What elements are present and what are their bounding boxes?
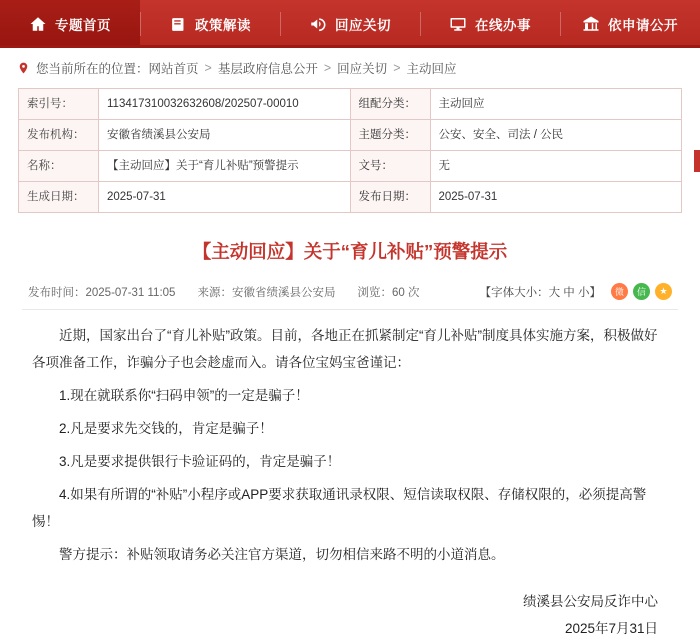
nav-item-online-service[interactable] <box>420 0 560 48</box>
breadcrumb-separator: > <box>393 61 401 75</box>
info-value: 【主动回应】关于“育儿补贴”预警提示 <box>99 151 351 182</box>
article-paragraph: 警方提示：补贴领取请务必关注官方渠道，切勿相信来路不明的小道消息。 <box>59 547 505 563</box>
info-label: 生成日期： <box>19 182 99 213</box>
share-weibo-icon[interactable]: 微 <box>611 283 628 300</box>
info-label: 名称： <box>19 151 99 182</box>
article-paragraph: 近期，国家出台了“育儿补贴”政策。目前，各地正在抓紧制定“育儿补贴”制度具体实施方案，积极做好各项准备工作，诈骗分子也会趁虚而入。请各位宝妈宝爸谨记： <box>32 328 658 371</box>
document-info-table <box>18 88 682 213</box>
info-value: 安徽省绩溪县公安局 <box>99 120 351 151</box>
megaphone-icon <box>309 15 327 33</box>
page-title: 【主动回应】关于“育儿补贴”预警提示 <box>192 241 508 263</box>
view-count: 浏览：60 次 <box>357 286 420 299</box>
article-signature <box>18 574 682 642</box>
breadcrumb-item-3[interactable]: 主动回应 <box>406 62 457 76</box>
home-icon <box>29 15 47 33</box>
article-paragraph: 4.如果有所谓的“补贴”小程序或APP要求获取通讯录权限、短信读取权限、存储权限的，必须提高警惕！ <box>32 487 647 530</box>
breadcrumb-item-1[interactable]: 基层政府信息公开 <box>217 62 318 76</box>
info-label: 主题分类： <box>350 120 430 151</box>
table-row <box>19 151 682 182</box>
breadcrumb-item-0[interactable]: 网站首页 <box>148 62 199 76</box>
share-buttons <box>611 283 672 300</box>
info-label: 发布日期： <box>350 182 430 213</box>
nav-item-label: 回应关切 <box>335 18 391 33</box>
publish-time: 发布时间：2025-07-31 11:05 <box>28 286 176 299</box>
table-row <box>19 182 682 213</box>
building-icon <box>582 15 600 33</box>
nav-item-home[interactable] <box>0 0 140 48</box>
info-label: 索引号： <box>19 89 99 120</box>
article-meta <box>22 283 678 310</box>
nav-item-policy-interpretation[interactable] <box>140 0 280 48</box>
info-value: 2025-07-31 <box>430 182 682 213</box>
table-row <box>19 89 682 120</box>
info-value: 113417310032632608/202507-00010 <box>99 89 351 120</box>
article-paragraph: 3.凡是要求提供银行卡验证码的，肯定是骗子！ <box>59 454 341 470</box>
font-size-small-button[interactable]: 小 <box>578 286 590 299</box>
breadcrumb-prefix: 您当前所在的位置： <box>36 62 149 76</box>
breadcrumb-separator: > <box>204 61 212 75</box>
nav-item-label: 专题首页 <box>55 18 111 33</box>
info-label: 文号： <box>350 151 430 182</box>
share-favorite-icon[interactable]: ★ <box>655 283 672 300</box>
table-row <box>19 120 682 151</box>
info-value: 无 <box>430 151 682 182</box>
decorative-edge-marker <box>694 150 700 172</box>
share-wechat-icon[interactable]: 信 <box>633 283 650 300</box>
book-icon <box>169 15 187 33</box>
nav-item-label: 政策解读 <box>195 18 251 33</box>
info-value: 2025-07-31 <box>99 182 351 213</box>
article-paragraph: 1.现在就联系你“扫码申领”的一定是骗子！ <box>59 388 309 404</box>
signature-org: 绩溪县公安局反诈中心 <box>523 594 658 610</box>
breadcrumb-item-2[interactable]: 回应关切 <box>337 62 388 76</box>
info-label: 发布机构： <box>19 120 99 151</box>
info-value: 主动回应 <box>430 89 682 120</box>
breadcrumb <box>0 48 700 88</box>
info-value: 公安、安全、司法 / 公民 <box>430 120 682 151</box>
monitor-icon <box>449 15 467 33</box>
font-size-label-close: 】 <box>589 286 601 299</box>
location-pin-icon <box>16 60 30 76</box>
article-body <box>18 316 682 568</box>
nav-item-label: 依申请公开 <box>608 18 678 33</box>
article-paragraph: 2.凡是要求先交钱的，肯定是骗子！ <box>59 421 273 437</box>
font-size-controls <box>480 284 601 300</box>
nav-item-open-on-request[interactable] <box>560 0 700 48</box>
article-card <box>18 88 682 642</box>
info-label: 组配分类： <box>350 89 430 120</box>
font-size-large-button[interactable]: 大 <box>548 286 561 299</box>
signature-date: 2025年7月31日 <box>564 621 658 637</box>
nav-item-response-concerns[interactable] <box>280 0 420 48</box>
article-source: 来源：安徽省绩溪县公安局 <box>197 286 336 299</box>
font-size-medium-button[interactable]: 中 <box>563 286 575 299</box>
main-navigation <box>0 0 700 48</box>
nav-item-label: 在线办事 <box>475 18 531 33</box>
font-size-label: 【字体大小： <box>479 286 549 299</box>
breadcrumb-separator: > <box>323 61 332 75</box>
